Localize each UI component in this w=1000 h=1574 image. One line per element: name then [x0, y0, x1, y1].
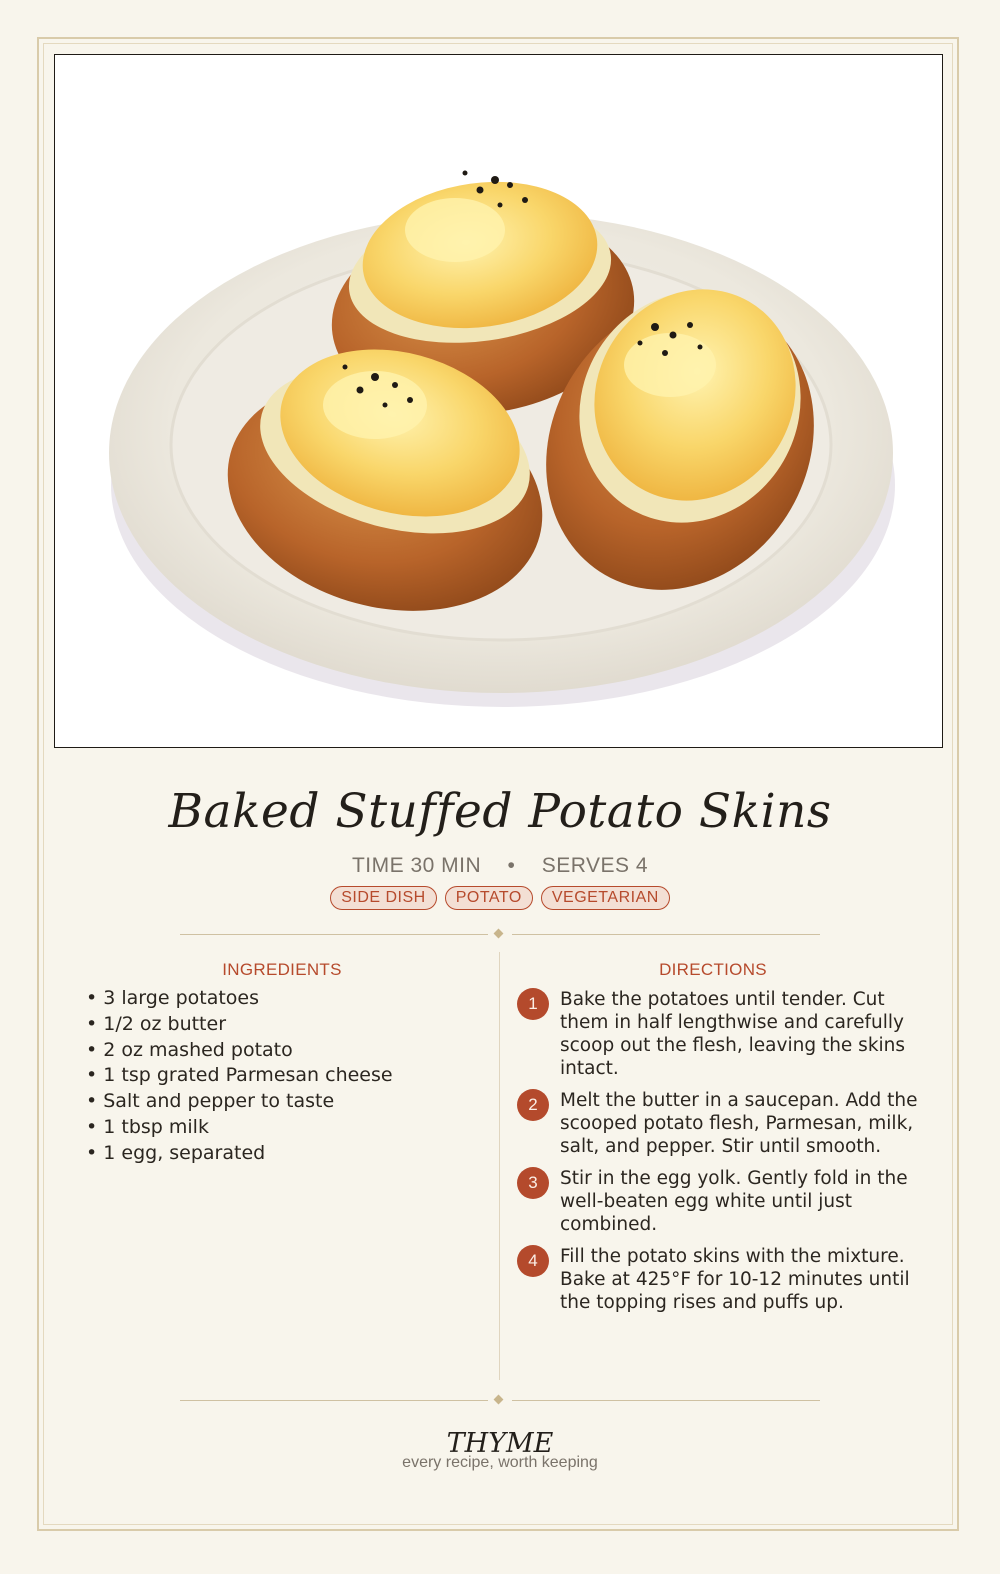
direction-step-3 — [517, 1167, 922, 1236]
step-text: Melt the butter in a saucepan. Add the scooped potato flesh, Parmesan, milk, salt, and pepper. Stir until smooth. — [560, 1090, 918, 1157]
ingredients-list — [86, 986, 393, 1167]
ingredient-item: • 1 tsp grated Parmesan cheese — [86, 1063, 393, 1089]
brand-tagline: every recipe, worth keeping — [402, 1454, 598, 1471]
brand-logo: THYME — [446, 1428, 554, 1459]
tag-side-dish[interactable]: SIDE DISH — [330, 886, 437, 910]
recipe-tags — [0, 886, 1000, 910]
directions-list — [517, 988, 922, 1314]
step-number-badge: 2 — [517, 1089, 549, 1121]
step-text: Bake the potatoes until tender. Cut them in half lengthwise and carefully scoop out the flesh, leaving the skins intact. — [560, 989, 906, 1079]
step-number-badge: 3 — [517, 1167, 549, 1199]
recipe-time: TIME 30 MIN — [351, 854, 482, 877]
direction-step-2 — [517, 1089, 922, 1158]
step-text: Fill the potato skins with the mixture. Bake at 425°F for 10-12 minutes until the topping rises and puffs up. — [560, 1246, 910, 1313]
ingredient-item: • 1 egg, separated — [86, 1141, 393, 1167]
ingredient-item: • 2 oz mashed potato — [86, 1038, 393, 1064]
tag-vegetarian[interactable]: VEGETARIAN — [541, 886, 670, 910]
direction-step-4 — [517, 1245, 922, 1314]
ingredient-item: • 1 tbsp milk — [86, 1115, 393, 1141]
tag-potato[interactable]: POTATO — [445, 886, 533, 910]
ingredients-heading: INGREDIENTS — [222, 960, 342, 979]
step-number-badge: 4 — [517, 1245, 549, 1277]
diamond-icon — [494, 929, 504, 939]
recipe-title: Baked Stuffed Potato Skins — [168, 784, 832, 839]
directions-heading: DIRECTIONS — [659, 960, 767, 979]
recipe-serves: SERVES 4 — [541, 854, 649, 877]
direction-step-1 — [517, 988, 922, 1080]
meta-separator: • — [507, 854, 516, 877]
step-number-badge: 1 — [517, 988, 549, 1020]
ingredient-item: • 1/2 oz butter — [86, 1012, 393, 1038]
baked-potato-skins-illustration — [55, 55, 942, 747]
divider-bottom — [180, 1395, 820, 1407]
divider-top — [180, 929, 820, 941]
ingredient-item: • 3 large potatoes — [86, 986, 393, 1012]
column-separator — [499, 952, 500, 1380]
step-text: Stir in the egg yolk. Gently fold in the well-beaten egg white until just combined. — [560, 1168, 908, 1235]
recipe-photo — [54, 54, 943, 748]
ingredient-item: • Salt and pepper to taste — [86, 1089, 393, 1115]
recipe-meta — [0, 854, 1000, 878]
diamond-icon — [494, 1395, 504, 1405]
